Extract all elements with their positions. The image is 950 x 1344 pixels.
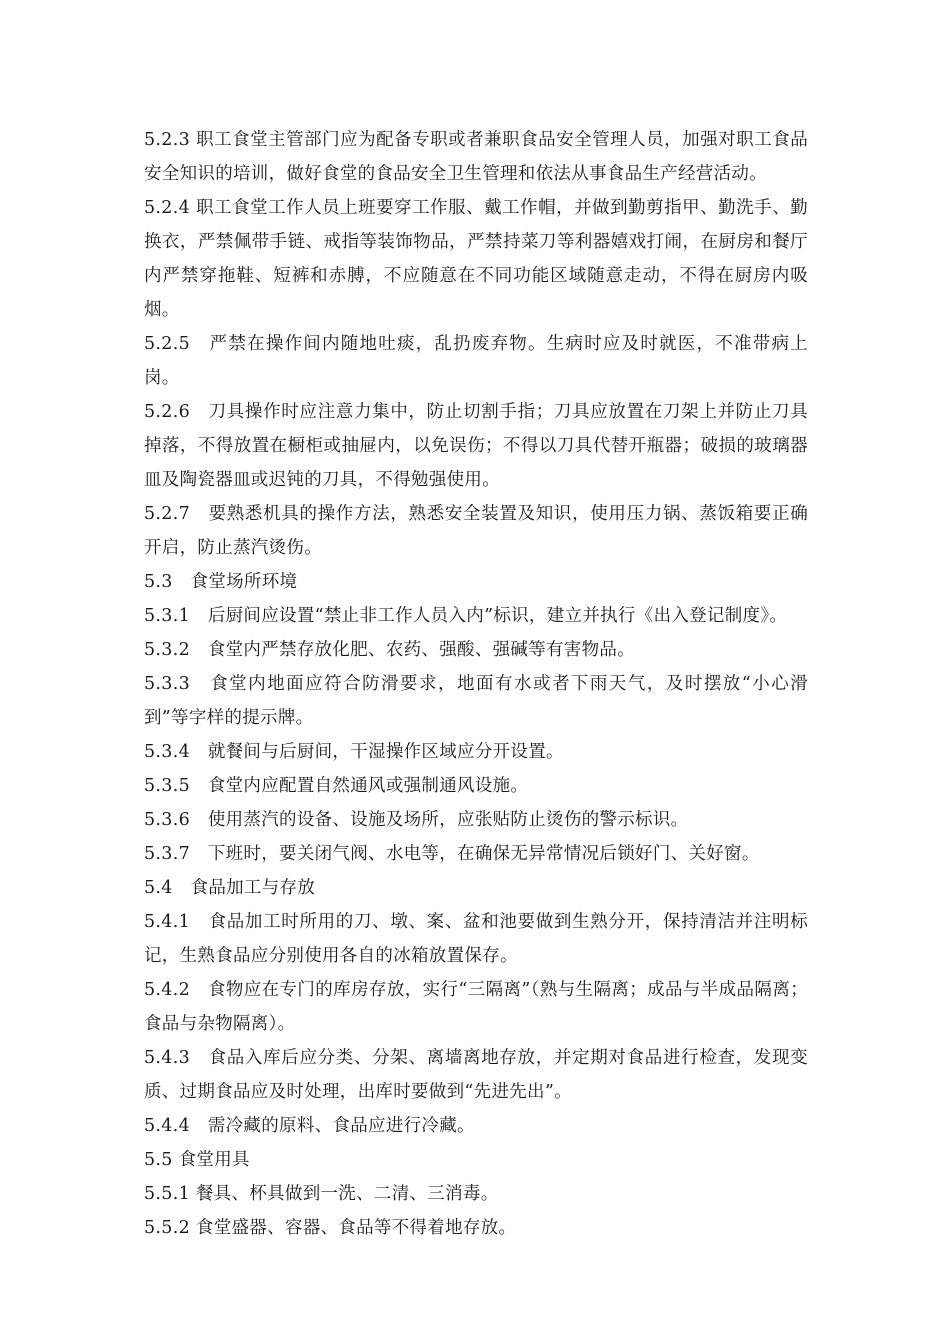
clause-5-4-1: 5.4.1 食品加工时所用的刀、墩、案、盆和池要做到生熟分开，保持清洁并注明标记，生熟食品应分别使用各自的冰箱放置保存。 [144, 912, 808, 966]
section-heading-5-5: 5.5 食堂用具 [144, 1150, 250, 1170]
clause-5-2-5: 5.2.5 严禁在操作间内随地吐痰，乱扔废弃物。生病时应及时就医，不准带病上岗。 [144, 334, 808, 388]
clause-5-3-2: 5.3.2 食堂内严禁存放化肥、农药、强酸、强碱等有害物品。 [144, 640, 636, 660]
clause-5-2-4: 5.2.4 职工食堂工作人员上班要穿工作服、戴工作帽，并做到勤剪指甲、勤洗手、勤换衣，严禁佩带手链、戒指等装饰物品，严禁持菜刀等利器嬉戏打闹，在厨房和餐厅内严禁穿拖鞋、短裤和赤膊，不应随意在不同功能区域随意走动，不得在厨房内吸烟。 [144, 198, 808, 320]
clause-5-3-6: 5.3.6 使用蒸汽的设备、设施及场所，应张贴防止烫伤的警示标识。 [144, 810, 689, 830]
clause-5-5-1: 5.5.1 餐具、杯具做到一洗、二清、三消毒。 [144, 1184, 499, 1204]
clause-5-3-3: 5.3.3 食堂内地面应符合防滑要求，地面有水或者下雨天气，及时摆放“小心滑到”等字样的提示牌。 [144, 674, 808, 728]
clause-5-3-5: 5.3.5 食堂内应配置自然通风或强制通风设施。 [144, 776, 529, 796]
clause-5-2-3: 5.2.3 职工食堂主管部门应为配备专职或者兼职食品安全管理人员，加强对职工食品安全知识的培训，做好食堂的食品安全卫生管理和依法从事食品生产经营活动。 [144, 130, 808, 184]
clause-5-5-2: 5.5.2 食堂盛器、容器、食品等不得着地存放。 [144, 1218, 517, 1238]
section-heading-5-4: 5.4 食品加工与存放 [144, 878, 316, 898]
clause-5-4-3: 5.4.3 食品入库后应分类、分架、离墙离地存放，并定期对食品进行检查，发现变质、过期食品应及时处理，出库时要做到“先进先出”。 [144, 1048, 808, 1102]
section-heading-5-3: 5.3 食堂场所环境 [144, 572, 298, 592]
clause-5-3-7: 5.3.7 下班时，要关闭气阀、水电等，在确保无异常情况后锁好门、关好窗。 [144, 844, 760, 864]
clause-5-2-6: 5.2.6 刀具操作时应注意力集中，防止切割手指；刀具应放置在刀架上并防止刀具掉落，不得放置在橱柜或抽屉内，以免误伤；不得以刀具代替开瓶器；破损的玻璃器皿及陶瓷器皿或迟钝的刀具，不得勉强使用。 [144, 402, 808, 490]
clause-5-4-4: 5.4.4 需冷藏的原料、食品应进行冷藏。 [144, 1116, 475, 1136]
clause-5-3-1: 5.3.1 后厨间应设置“禁止非工作人员入内”标识，建立并执行《出入登记制度》。 [144, 606, 788, 626]
clause-5-3-4: 5.3.4 就餐间与后厨间，干湿操作区域应分开设置。 [144, 742, 564, 762]
clause-5-4-2: 5.4.2 食物应在专门的库房存放，实行“三隔离”（熟与生隔离；成品与半成品隔离；食品与杂物隔离）。 [144, 980, 808, 1034]
clause-5-2-7: 5.2.7 要熟悉机具的操作方法，熟悉安全装置及知识，使用压力锅、蒸饭箱要正确开启，防止蒸汽烫伤。 [144, 504, 808, 558]
document-body [144, 123, 808, 1245]
